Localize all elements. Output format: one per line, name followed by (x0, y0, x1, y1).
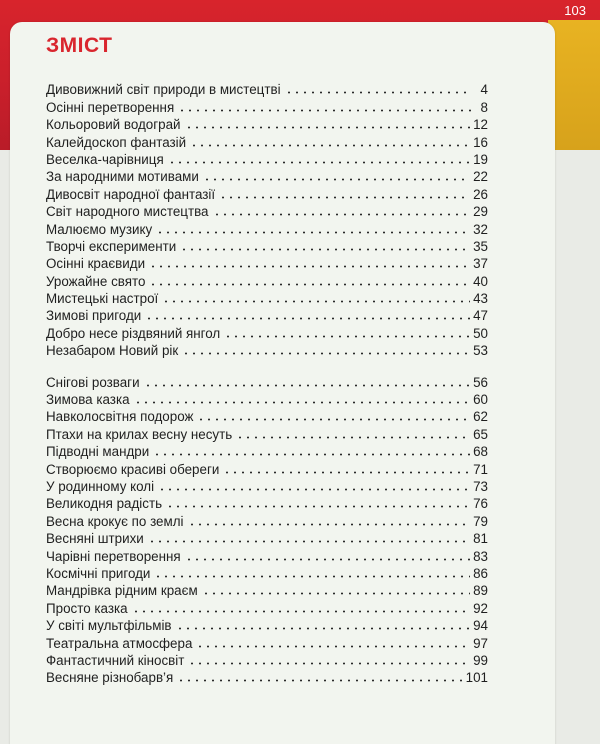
toc-entry-title: Навколосвітня подорож (46, 409, 194, 425)
dotted-leader (190, 144, 470, 147)
toc-entry-page: 60 (473, 392, 488, 408)
toc-entry-page: 97 (473, 635, 488, 651)
dotted-leader (132, 610, 471, 613)
toc-entry[interactable] (46, 323, 488, 340)
toc-entry[interactable] (46, 511, 488, 528)
dotted-leader (188, 662, 470, 665)
toc-entry-title: Калейдоскоп фантазій (46, 134, 187, 150)
toc-entry[interactable] (46, 271, 488, 288)
toc-entry[interactable] (46, 289, 488, 306)
toc-entry-title: Дивовижний світ природи в мистецтві (46, 82, 281, 98)
toc-entry-title: Великодня радість (46, 496, 163, 512)
toc-entry-page: 99 (473, 652, 488, 668)
toc-entry-title: Весняне різнобарв’я (46, 670, 174, 686)
toc-entry[interactable] (46, 306, 488, 323)
toc-entry-page: 101 (465, 670, 488, 686)
toc-entry-title: Фантастичний кіносвіт (46, 652, 185, 668)
dotted-leader (168, 161, 470, 164)
dotted-leader (149, 265, 470, 268)
toc-entry[interactable] (46, 477, 488, 494)
toc-entry-title: Космічні пригоди (46, 565, 151, 581)
dotted-leader (148, 540, 470, 543)
toc-entry-title: Просто казка (46, 600, 128, 616)
dotted-leader (224, 335, 470, 338)
toc-entry[interactable] (46, 372, 488, 389)
toc-entry-title: Осінні перетворення (46, 99, 175, 115)
toc-entry[interactable] (46, 341, 488, 358)
toc-entry[interactable] (46, 115, 488, 132)
dotted-leader (180, 248, 470, 251)
dotted-leader (188, 523, 471, 526)
toc-entry-page: 89 (473, 583, 488, 599)
toc-entry-page: 29 (473, 204, 488, 220)
toc-entry-title: Малюємо музику (46, 221, 153, 237)
toc-entry-page: 35 (473, 238, 488, 254)
toc-entry[interactable] (46, 459, 488, 476)
toc-entry-title: Осінні краєвиди (46, 256, 146, 272)
toc-entry-title: Мистецькі настрої (46, 291, 159, 307)
toc-entry-page: 56 (473, 374, 488, 390)
toc-entry[interactable] (46, 564, 488, 581)
toc-entry[interactable] (46, 150, 488, 167)
toc-entry-title: Кольоровий водограй (46, 117, 181, 133)
toc-entry[interactable] (46, 167, 488, 184)
dotted-leader (166, 505, 470, 508)
toc-entry-title: Світ народного мистецтва (46, 204, 209, 220)
dotted-leader (202, 592, 470, 595)
toc-entry[interactable] (46, 651, 488, 668)
toc-entry-page: 40 (473, 273, 488, 289)
toc-entry-title: Театральна атмосфера (46, 635, 193, 651)
toc-entry-title: Зимова казка (46, 392, 130, 408)
dotted-leader (203, 178, 470, 181)
toc-entry-page: 22 (473, 169, 488, 185)
toc-entry-title: Снігові розваги (46, 374, 140, 390)
toc-entry-page: 12 (473, 117, 488, 133)
toc-entry-page: 71 (473, 461, 488, 477)
toc-entry-page: 83 (473, 548, 488, 564)
toc-entry[interactable] (46, 219, 488, 236)
toc-entry-title: Чарівні перетворення (46, 548, 181, 564)
dotted-leader (153, 453, 470, 456)
toc-entry-page: 16 (473, 134, 488, 150)
toc-entry-title: Дивосвіт народної фантазії (46, 186, 216, 202)
dotted-leader (144, 384, 471, 387)
toc-entry-title: За народними мотивами (46, 169, 199, 185)
toc-entry-page: 81 (473, 531, 488, 547)
dotted-leader (285, 91, 471, 94)
toc-entry-page: 37 (473, 256, 488, 272)
toc-entry-page: 43 (473, 291, 488, 307)
toc-entry-title: У світі мультфільмів (46, 618, 172, 634)
dotted-leader (182, 352, 470, 355)
dotted-leader (177, 679, 462, 682)
toc-entry[interactable] (46, 633, 488, 650)
dotted-leader (196, 645, 470, 648)
toc-entry[interactable] (46, 668, 488, 685)
toc-entry[interactable] (46, 529, 488, 546)
toc-entry-page: 65 (473, 426, 488, 442)
toc-entry[interactable] (46, 132, 488, 149)
dotted-leader (197, 418, 470, 421)
toc-entry-title: Мандрівка рідним краєм (46, 583, 198, 599)
page-number: 103 (564, 3, 586, 18)
toc-entry-page: 26 (473, 186, 488, 202)
toc-entry-page: 8 (480, 99, 488, 115)
toc-entry-page: 73 (473, 478, 488, 494)
dotted-leader (156, 231, 470, 234)
toc-entry-page: 86 (473, 565, 488, 581)
dotted-leader (223, 471, 470, 474)
table-of-contents (46, 80, 488, 685)
dotted-leader (158, 488, 470, 491)
toc-section-2 (46, 372, 488, 685)
toc-entry[interactable] (46, 390, 488, 407)
toc-entry-page: 94 (473, 618, 488, 634)
toc-entry-title: Урожайне свято (46, 273, 146, 289)
page-title: ЗМІСТ (46, 34, 113, 57)
toc-entry-page: 32 (473, 221, 488, 237)
toc-entry[interactable] (46, 442, 488, 459)
dotted-leader (154, 575, 470, 578)
toc-entry[interactable] (46, 424, 488, 441)
dotted-leader (162, 300, 470, 303)
toc-entry[interactable] (46, 581, 488, 598)
toc-entry[interactable] (46, 598, 488, 615)
toc-entry-page: 50 (473, 325, 488, 341)
dotted-leader (185, 558, 470, 561)
dotted-leader (176, 627, 471, 630)
toc-entry[interactable] (46, 237, 488, 254)
toc-entry[interactable] (46, 407, 488, 424)
toc-entry-page: 79 (473, 513, 488, 529)
toc-entry-title: Веселка-чарівниця (46, 151, 164, 167)
toc-entry[interactable] (46, 494, 488, 511)
toc-entry-title: У родинному колі (46, 478, 155, 494)
toc-entry-title: Незабаром Новий рік (46, 343, 179, 359)
dotted-leader (236, 436, 470, 439)
toc-entry-title: Творчі експерименти (46, 238, 177, 254)
toc-entry-title: Добро несе різдвяний янгол (46, 325, 221, 341)
dotted-leader (145, 317, 470, 320)
toc-entry[interactable] (46, 254, 488, 271)
toc-entry-title: Підводні мандри (46, 444, 150, 460)
toc-entry[interactable] (46, 546, 488, 563)
toc-entry[interactable] (46, 97, 488, 114)
toc-entry-page: 76 (473, 496, 488, 512)
dotted-leader (185, 126, 471, 129)
dotted-leader (219, 196, 470, 199)
toc-entry-page: 53 (473, 343, 488, 359)
toc-entry-page: 47 (473, 308, 488, 324)
dotted-leader (213, 213, 471, 216)
toc-entry[interactable] (46, 616, 488, 633)
toc-entry-title: Весняні штрихи (46, 531, 144, 547)
toc-entry-page: 19 (473, 151, 488, 167)
toc-entry-page: 92 (473, 600, 488, 616)
yellow-side-strip (548, 20, 600, 150)
dotted-leader (178, 109, 471, 112)
dotted-leader (149, 283, 470, 286)
toc-entry-page: 68 (473, 444, 488, 460)
toc-entry-page: 4 (480, 82, 488, 98)
toc-entry-title: Весна крокує по землі (46, 513, 184, 529)
toc-entry-title: Створюємо красиві обереги (46, 461, 220, 477)
toc-entry-title: Зимові пригоди (46, 308, 142, 324)
toc-entry[interactable] (46, 184, 488, 201)
toc-entry[interactable] (46, 80, 488, 97)
toc-section-1 (46, 80, 488, 358)
toc-entry-page: 62 (473, 409, 488, 425)
toc-entry[interactable] (46, 202, 488, 219)
toc-entry-title: Птахи на крилах весну несуть (46, 426, 233, 442)
dotted-leader (134, 401, 471, 404)
